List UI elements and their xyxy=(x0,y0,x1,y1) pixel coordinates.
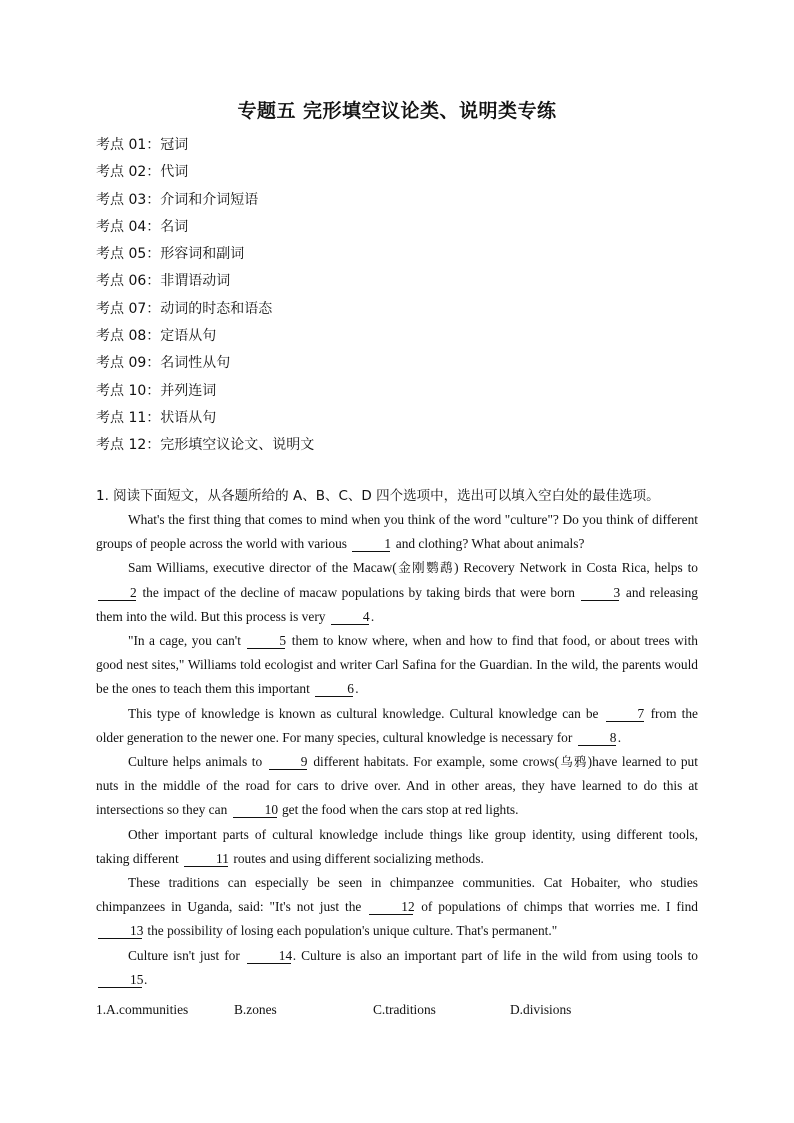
kaodian-item: 考点 08：定语从句 xyxy=(96,328,217,345)
kaodian-item: 考点 07：动词的时态和语态 xyxy=(96,300,273,317)
text: the possibility of losing each population's unique culture. That's permanent." xyxy=(147,923,558,939)
paragraph xyxy=(96,944,698,992)
blank: 1 xyxy=(352,536,390,552)
text: This type of knowledge is known as cultural knowledge. Cultural knowledge can be xyxy=(128,705,599,721)
kaodian-item: 考点 06：非谓语动词 xyxy=(96,273,231,290)
text: . xyxy=(370,608,375,624)
text: Culture isn't just for xyxy=(128,947,240,963)
text: routes and using different socializing methods. xyxy=(233,850,484,866)
kaodian-item: 考点 05：形容词和副词 xyxy=(96,246,245,263)
text: Culture helps animals to xyxy=(128,754,263,770)
text: "In a cage, you can't xyxy=(128,633,241,649)
text: ) Recovery Network in Costa Rica, helps to xyxy=(454,560,698,576)
blank: 8 xyxy=(578,730,616,746)
blank: 9 xyxy=(269,754,307,770)
text: from the older generation to the newer one. For many species, cultural knowledge is necessary for xyxy=(96,705,698,745)
blank: 13 xyxy=(98,923,142,939)
blank: 14 xyxy=(247,948,291,964)
option-b[interactable]: B.zones xyxy=(234,1002,277,1017)
blank: 3 xyxy=(581,585,619,601)
text: These traditions can especially be seen in chimpanzee communities. Cat Hobaiter, who studies chimpanzees in Uganda, said: "It's not just the xyxy=(96,875,698,915)
paragraph xyxy=(96,702,698,750)
text: 金刚鹦鹉 xyxy=(396,560,455,576)
kaodian-item: 考点 10：并列连词 xyxy=(96,382,217,399)
blank: 2 xyxy=(98,585,136,601)
paragraph xyxy=(96,823,698,871)
kaodian-list xyxy=(96,133,314,461)
kaodian-item: 考点 04：名词 xyxy=(96,218,189,235)
text: get the food when the cars stop at red lights. xyxy=(281,802,519,818)
option-a[interactable]: 1.A.communities xyxy=(96,1002,189,1017)
kaodian-item: 考点 01：冠词 xyxy=(96,137,189,153)
page-title: 专题五 完形填空议论类、说明类专练 xyxy=(237,100,557,122)
blank: 10 xyxy=(233,802,277,818)
text: and releasing them into the wild. But this process is very xyxy=(96,584,698,624)
blank: 6 xyxy=(315,681,353,697)
paragraph xyxy=(96,871,698,944)
blank: 4 xyxy=(331,609,369,625)
option-c[interactable]: C.traditions xyxy=(373,1002,436,1017)
blank: 11 xyxy=(184,851,228,867)
paragraph xyxy=(96,556,698,629)
kaodian-item: 考点 12：完形填空议论文、说明文 xyxy=(96,437,315,454)
text: . xyxy=(355,681,359,697)
text: 乌鸦 xyxy=(558,754,588,770)
blank: 5 xyxy=(247,633,285,649)
kaodian-item: 考点 03：介词和介词短语 xyxy=(96,191,259,208)
blank: 12 xyxy=(369,899,413,915)
kaodian-item: 考点 02：代词 xyxy=(96,164,189,181)
text: Sam Williams, executive director of the Macaw( xyxy=(128,560,397,576)
blank: 7 xyxy=(606,706,644,722)
text: the impact of the decline of macaw populations by taking birds that were born xyxy=(142,584,575,600)
text: )have learned to put nuts in the middle of the road for cars to drive over. And in other areas, they have learned to do this at intersections so they can xyxy=(96,754,698,818)
text: different habitats. For example, some crows( xyxy=(313,754,559,770)
text: and clothing? What about animals? xyxy=(395,536,585,552)
question-instruction: 1. 阅读下面短文，从各题所给的 A、B、C、D 四个选项中，选出可以填入空白处的最佳选项。 xyxy=(96,488,660,504)
text: them to know where, when and how to find that food, or about trees with good nest sites," Williams told ecologist and writer Carl Safina for the Guardian. In the wild, the parents would be the ones to teach them this important xyxy=(96,633,698,697)
text: . Culture is also an important part of life in the wild from using tools to xyxy=(292,947,698,963)
paragraph xyxy=(96,750,698,823)
paragraph xyxy=(96,508,698,556)
kaodian-item: 考点 11：状语从句 xyxy=(96,409,217,426)
paragraph xyxy=(96,629,698,702)
text: . xyxy=(144,971,148,987)
text: Other important parts of cultural knowledge include things like group identity, using different tools, taking different xyxy=(96,826,698,866)
text: of populations of chimps that worries me. I find xyxy=(421,899,698,915)
text: What's the first thing that comes to mind when you think of the word "culture"? Do you think of different groups of people across the world with various xyxy=(96,512,698,552)
cloze-passage xyxy=(96,508,698,992)
text: . xyxy=(617,729,622,745)
blank: 15 xyxy=(98,972,142,988)
kaodian-item: 考点 09：名词性从句 xyxy=(96,355,231,372)
option-d[interactable]: D.divisions xyxy=(510,1002,572,1017)
